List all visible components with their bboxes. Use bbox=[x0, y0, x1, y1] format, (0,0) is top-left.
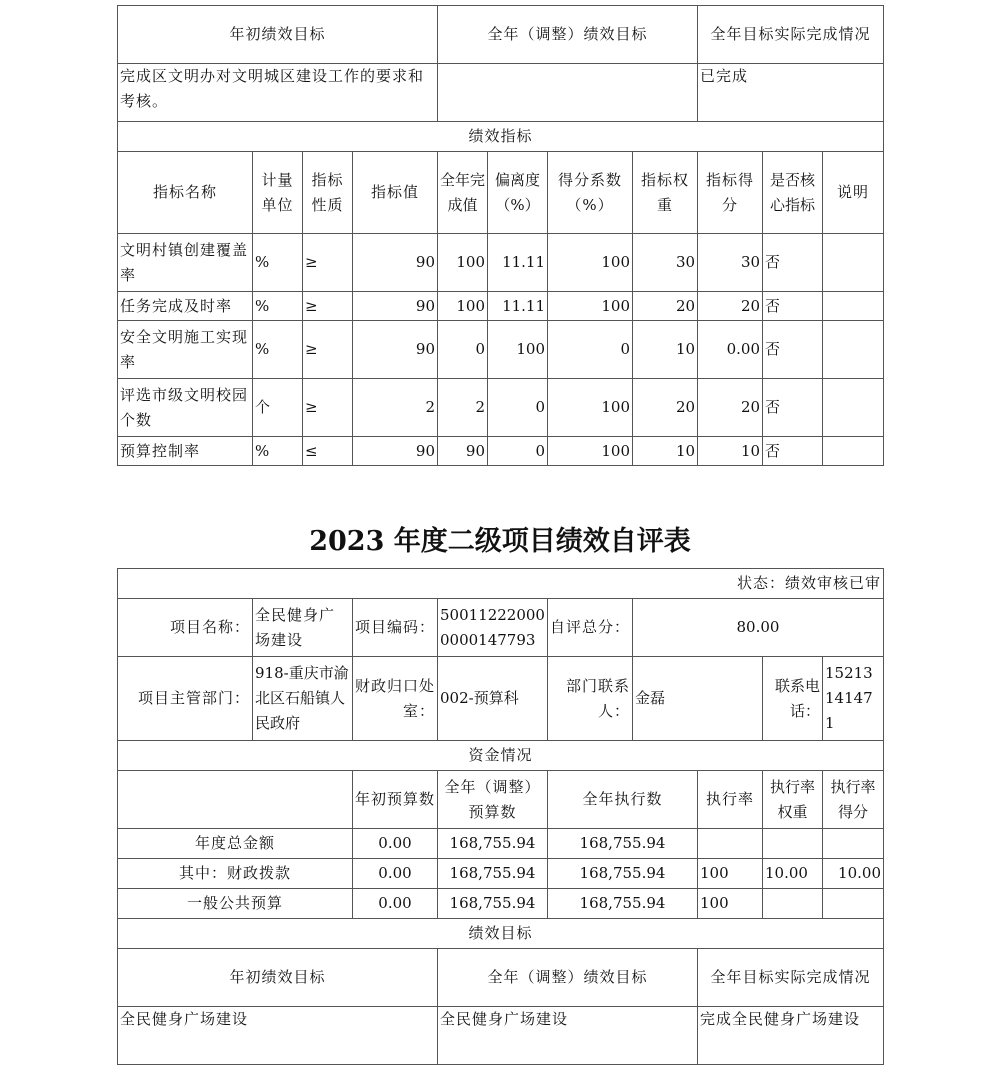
fund-weight: 10.00 bbox=[763, 859, 823, 889]
indicator-unit: % bbox=[253, 437, 303, 466]
indicator-done: 2 bbox=[438, 379, 488, 437]
indicator-nature: ≥ bbox=[303, 292, 353, 321]
indicator-deviation: 0 bbox=[488, 379, 548, 437]
indicator-name: 文明村镇创建覆盖率 bbox=[118, 234, 253, 292]
col-header: 计量单位 bbox=[253, 152, 303, 234]
goal-header-adjusted: 全年（调整）绩效目标 bbox=[438, 949, 698, 1007]
indicator-deviation: 100 bbox=[488, 321, 548, 379]
fund-executed: 168,755.94 bbox=[548, 859, 698, 889]
col-header: 指标得分 bbox=[698, 152, 763, 234]
col-header: 指标值 bbox=[353, 152, 438, 234]
table-row bbox=[118, 889, 884, 919]
dept-label: 项目主管部门： bbox=[118, 657, 253, 741]
indicators-section-title: 绩效指标 bbox=[118, 122, 884, 152]
fund-adjusted: 168,755.94 bbox=[438, 859, 548, 889]
finance-value: 002-预算科 bbox=[438, 657, 548, 741]
indicator-weight: 30 bbox=[633, 234, 698, 292]
fund-weight bbox=[763, 829, 823, 859]
indicator-note bbox=[823, 321, 884, 379]
contact-label: 部门联系人： bbox=[548, 657, 633, 741]
indicator-nature: ≥ bbox=[303, 321, 353, 379]
fund-score bbox=[823, 829, 884, 859]
indicator-core: 否 bbox=[763, 234, 823, 292]
goal-header-actual: 全年目标实际完成情况 bbox=[698, 6, 884, 64]
col-header: 指标权重 bbox=[633, 152, 698, 234]
goal-header-adjusted: 全年（调整）绩效目标 bbox=[438, 6, 698, 64]
indicator-value: 90 bbox=[353, 234, 438, 292]
fund-adjusted: 168,755.94 bbox=[438, 829, 548, 859]
goal-adjusted-text bbox=[438, 64, 698, 122]
indicator-note bbox=[823, 437, 884, 466]
indicator-core: 否 bbox=[763, 379, 823, 437]
col-header: 偏离度（%） bbox=[488, 152, 548, 234]
indicator-core: 否 bbox=[763, 437, 823, 466]
indicator-weight: 20 bbox=[633, 292, 698, 321]
indicator-done: 90 bbox=[438, 437, 488, 466]
fund-rate bbox=[698, 829, 763, 859]
indicator-coefficient: 100 bbox=[548, 437, 633, 466]
fund-executed: 168,755.94 bbox=[548, 829, 698, 859]
col-header: 全年执行数 bbox=[548, 771, 698, 829]
performance-indicator-table bbox=[117, 5, 884, 466]
fund-initial: 0.00 bbox=[353, 859, 438, 889]
fund-executed: 168,755.94 bbox=[548, 889, 698, 919]
goal-actual-text: 已完成 bbox=[698, 64, 884, 122]
fund-weight bbox=[763, 889, 823, 919]
indicator-weight: 20 bbox=[633, 379, 698, 437]
indicator-core: 否 bbox=[763, 292, 823, 321]
phone-label: 联系电话： bbox=[763, 657, 823, 741]
indicator-unit: 个 bbox=[253, 379, 303, 437]
indicator-value: 90 bbox=[353, 321, 438, 379]
col-header: 指标性质 bbox=[303, 152, 353, 234]
fund-rate: 100 bbox=[698, 859, 763, 889]
indicator-deviation: 0 bbox=[488, 437, 548, 466]
table-row bbox=[118, 859, 884, 889]
indicator-score: 0.00 bbox=[698, 321, 763, 379]
finance-label: 财政归口处室： bbox=[353, 657, 438, 741]
fund-label: 其中：财政拨款 bbox=[118, 859, 353, 889]
indicator-coefficient: 100 bbox=[548, 379, 633, 437]
status-badge: 状态：绩效审核已审 bbox=[118, 569, 884, 599]
indicator-unit: % bbox=[253, 292, 303, 321]
indicator-deviation: 11.11 bbox=[488, 234, 548, 292]
fund-rate: 100 bbox=[698, 889, 763, 919]
goal-header-actual: 全年目标实际完成情况 bbox=[698, 949, 884, 1007]
col-header: 执行率得分 bbox=[823, 771, 884, 829]
goal-initial-text: 完成区文明办对文明城区建设工作的要求和考核。 bbox=[118, 64, 438, 122]
indicator-deviation: 11.11 bbox=[488, 292, 548, 321]
fund-score: 10.00 bbox=[823, 859, 884, 889]
goal-header-initial: 年初绩效目标 bbox=[118, 949, 438, 1007]
col-header: 得分系数（%） bbox=[548, 152, 633, 234]
fund-label: 一般公共预算 bbox=[118, 889, 353, 919]
page-title: 2023 年度二级项目绩效自评表 bbox=[309, 526, 691, 557]
dept-value: 918-重庆市渝北区石船镇人民政府 bbox=[253, 657, 353, 741]
indicator-note bbox=[823, 234, 884, 292]
indicator-weight: 10 bbox=[633, 321, 698, 379]
indicator-done: 100 bbox=[438, 234, 488, 292]
goals-section-title: 绩效目标 bbox=[118, 919, 884, 949]
indicator-nature: ≥ bbox=[303, 379, 353, 437]
indicator-core: 否 bbox=[763, 321, 823, 379]
col-header: 执行率 bbox=[698, 771, 763, 829]
col-header bbox=[118, 771, 353, 829]
fund-score bbox=[823, 889, 884, 919]
project-name-label: 项目名称： bbox=[118, 599, 253, 657]
table-row bbox=[118, 829, 884, 859]
indicator-name: 评选市级文明校园个数 bbox=[118, 379, 253, 437]
col-header: 全年完成值 bbox=[438, 152, 488, 234]
indicator-done: 100 bbox=[438, 292, 488, 321]
indicator-nature: ≥ bbox=[303, 234, 353, 292]
indicator-note bbox=[823, 379, 884, 437]
indicator-score: 30 bbox=[698, 234, 763, 292]
table-row bbox=[118, 379, 884, 437]
indicator-coefficient: 100 bbox=[548, 292, 633, 321]
col-header: 年初预算数 bbox=[353, 771, 438, 829]
indicator-unit: % bbox=[253, 234, 303, 292]
goal-adjusted-text: 全民健身广场建设 bbox=[438, 1007, 698, 1065]
indicator-nature: ≤ bbox=[303, 437, 353, 466]
indicator-header-row bbox=[118, 152, 884, 234]
project-code-label: 项目编码： bbox=[353, 599, 438, 657]
indicator-value: 2 bbox=[353, 379, 438, 437]
project-self-evaluation-table bbox=[117, 568, 884, 1065]
project-code: 500112220000000147793 bbox=[438, 599, 548, 657]
table-row bbox=[118, 292, 884, 321]
goal-header-initial: 年初绩效目标 bbox=[118, 6, 438, 64]
indicator-value: 90 bbox=[353, 437, 438, 466]
project-name: 全民健身广场建设 bbox=[253, 599, 353, 657]
indicator-score: 10 bbox=[698, 437, 763, 466]
self-score: 80.00 bbox=[633, 599, 884, 657]
funds-section-title: 资金情况 bbox=[118, 741, 884, 771]
goal-initial-text: 全民健身广场建设 bbox=[118, 1007, 438, 1065]
fund-initial: 0.00 bbox=[353, 829, 438, 859]
fund-label: 年度总金额 bbox=[118, 829, 353, 859]
table-row bbox=[118, 437, 884, 466]
table-row bbox=[118, 234, 884, 292]
col-header: 指标名称 bbox=[118, 152, 253, 234]
col-header: 全年（调整）预算数 bbox=[438, 771, 548, 829]
table-row bbox=[118, 321, 884, 379]
indicator-coefficient: 0 bbox=[548, 321, 633, 379]
contact-value: 金磊 bbox=[633, 657, 763, 741]
indicator-name: 任务完成及时率 bbox=[118, 292, 253, 321]
self-score-label: 自评总分： bbox=[548, 599, 633, 657]
indicator-name: 安全文明施工实现率 bbox=[118, 321, 253, 379]
indicator-score: 20 bbox=[698, 379, 763, 437]
funds-header-row bbox=[118, 771, 884, 829]
indicator-note bbox=[823, 292, 884, 321]
indicator-name: 预算控制率 bbox=[118, 437, 253, 466]
col-header: 执行率权重 bbox=[763, 771, 823, 829]
indicator-unit: % bbox=[253, 321, 303, 379]
indicator-value: 90 bbox=[353, 292, 438, 321]
indicator-done: 0 bbox=[438, 321, 488, 379]
phone-value: 15213141471 bbox=[823, 657, 884, 741]
col-header: 是否核心指标 bbox=[763, 152, 823, 234]
indicator-score: 20 bbox=[698, 292, 763, 321]
col-header: 说明 bbox=[823, 152, 884, 234]
fund-adjusted: 168,755.94 bbox=[438, 889, 548, 919]
fund-initial: 0.00 bbox=[353, 889, 438, 919]
indicator-coefficient: 100 bbox=[548, 234, 633, 292]
goal-actual-text: 完成全民健身广场建设 bbox=[698, 1007, 884, 1065]
indicator-weight: 10 bbox=[633, 437, 698, 466]
